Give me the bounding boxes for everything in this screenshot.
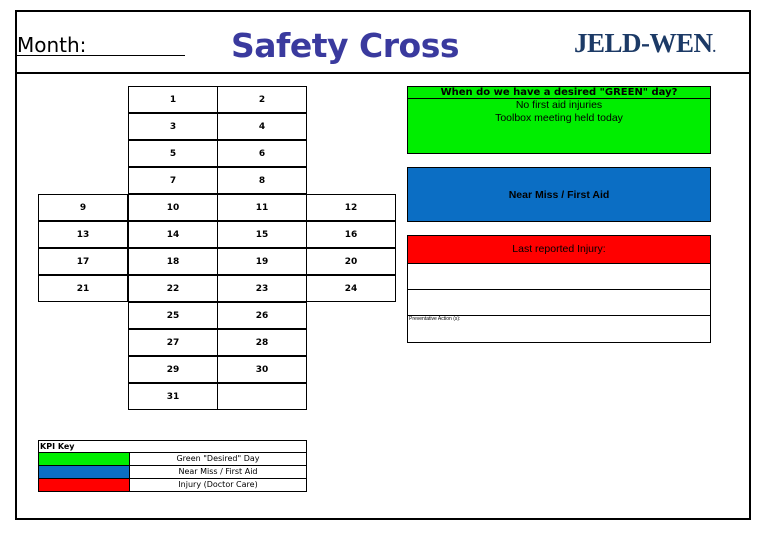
calendar-day-cell[interactable]: 4 [217,113,307,140]
calendar-day-cell[interactable]: 11 [217,194,307,221]
calendar-day-cell[interactable]: 20 [306,248,396,275]
kpi-row-blue [38,466,307,479]
header-divider [15,72,751,74]
calendar-day-cell[interactable]: 22 [128,275,218,302]
kpi-label-green: Green "Desired" Day [176,454,260,463]
calendar-day-cell[interactable]: 3 [128,113,218,140]
logo-mark: . [712,41,716,56]
calendar-day-cell[interactable]: 12 [306,194,396,221]
month-entry-line[interactable] [17,55,185,56]
calendar-day-cell[interactable]: 19 [217,248,307,275]
calendar-day-cell[interactable]: 16 [306,221,396,248]
company-logo [574,28,716,59]
preventative-action-label: Preventative Action (s): [409,316,461,322]
calendar-day-cell[interactable]: 27 [128,329,218,356]
calendar-day-cell[interactable]: 14 [128,221,218,248]
near-miss-label: Near Miss / First Aid [508,188,610,201]
green-day-question: When do we have a desired "GREEN" day? [408,87,710,99]
calendar-day-cell[interactable]: 1 [128,86,218,113]
kpi-label-blue: Near Miss / First Aid [178,467,258,476]
calendar-day-cell[interactable]: 29 [128,356,218,383]
calendar-day-cell[interactable]: 10 [128,194,218,221]
calendar-day-cell[interactable]: 5 [128,140,218,167]
calendar-day-cell[interactable]: 6 [217,140,307,167]
calendar-day-cell[interactable]: 26 [217,302,307,329]
calendar-day-cell[interactable]: 18 [128,248,218,275]
near-miss-first-aid-box [407,167,711,222]
calendar-empty-cell[interactable] [217,383,307,410]
calendar-day-cell[interactable]: 31 [128,383,218,410]
calendar-day-cell[interactable]: 28 [217,329,307,356]
calendar-day-cell[interactable]: 8 [217,167,307,194]
kpi-label-red: Injury (Doctor Care) [178,480,258,489]
injury-report-box [407,235,711,343]
logo-text: JELD-WEN [574,28,713,58]
calendar-day-cell[interactable]: 9 [38,194,128,221]
calendar-day-cell[interactable]: 23 [217,275,307,302]
calendar-day-cell[interactable]: 7 [128,167,218,194]
last-injury-heading: Last reported Injury: [408,236,710,264]
kpi-row-red [38,479,307,492]
kpi-row-green [38,453,307,466]
calendar-day-cell[interactable]: 24 [306,275,396,302]
preventative-action-field[interactable] [408,316,710,343]
calendar-day-cell[interactable]: 17 [38,248,128,275]
calendar-day-cell[interactable]: 15 [217,221,307,248]
calendar-day-cell[interactable]: 21 [38,275,128,302]
calendar-day-cell[interactable]: 13 [38,221,128,248]
month-label: Month: [17,33,87,57]
calendar-day-cell[interactable]: 25 [128,302,218,329]
page-title: Safety Cross [231,26,459,65]
green-criterion-1: No first aid injuries [515,99,603,111]
injury-detail-field-2[interactable] [408,290,710,316]
red-swatch [39,479,130,491]
injury-detail-field-1[interactable] [408,264,710,290]
kpi-key [38,440,307,492]
calendar-day-cell[interactable]: 2 [217,86,307,113]
green-swatch [39,453,130,465]
green-day-criteria [407,86,711,154]
calendar-day-cell[interactable]: 30 [217,356,307,383]
blue-swatch [39,466,130,478]
kpi-key-title: KPI Key [38,440,307,453]
green-criterion-2: Toolbox meeting held today [495,112,623,124]
